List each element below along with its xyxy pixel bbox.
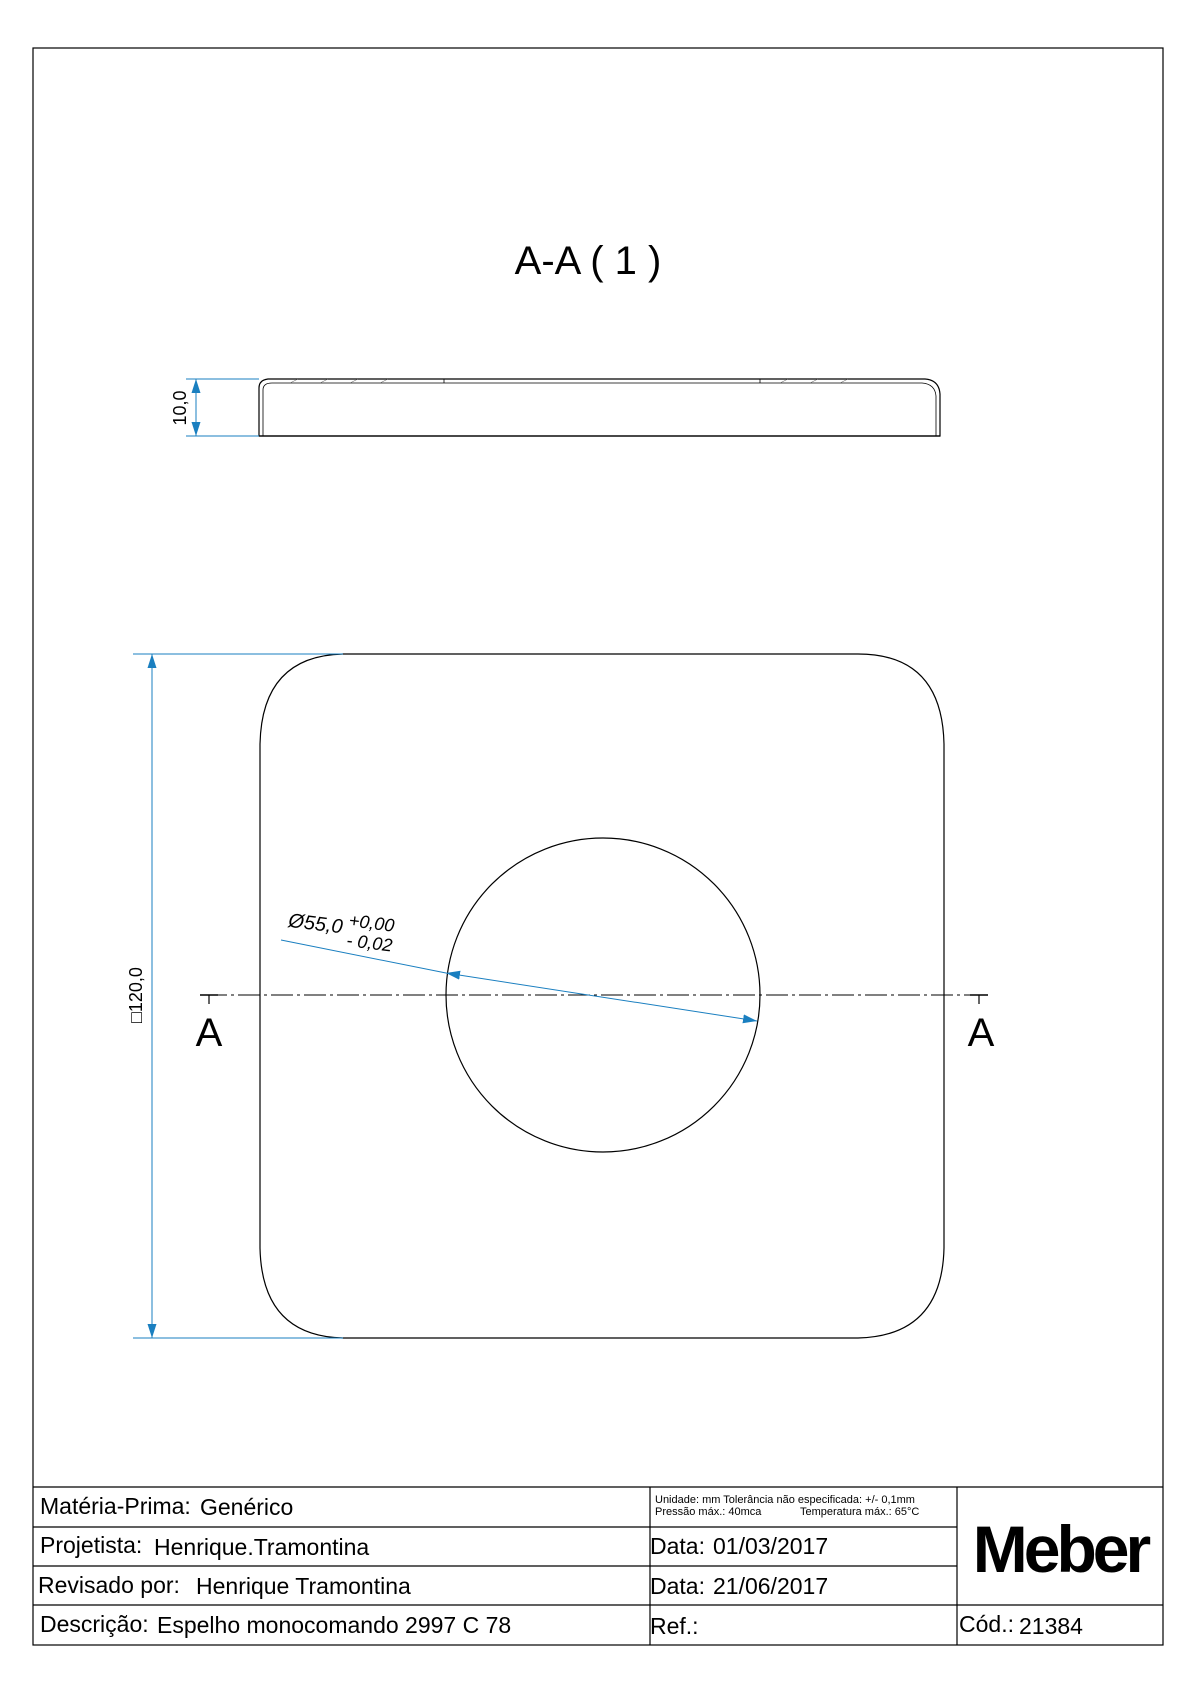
data-value-1: 01/03/2017 [713,1533,829,1559]
section-title: A-A ( 1 ) [514,239,662,283]
data-value-2: 21/06/2017 [713,1573,829,1599]
descricao-value: Espelho monocomando 2997 C 78 [157,1612,512,1638]
section-view [259,379,940,436]
descricao-label: Descrição: [40,1611,149,1637]
materia-label: Matéria-Prima: [40,1493,191,1519]
data-label-1: Data: [650,1533,705,1559]
projetista-value: Henrique.Tramontina [154,1534,370,1560]
diameter-dimension [281,940,757,1021]
size-dimension-label: □120,0 [126,967,146,1023]
section-label-right: A [967,1011,995,1055]
diameter-tolerance-upper: +0,00 [347,910,396,936]
section-line [200,995,988,1004]
materia-value: Genérico [200,1494,294,1520]
notes-line-1: Unidade: mm Tolerância não especificada: +/- 0,1mm [655,1494,915,1506]
revisado-value: Henrique Tramontina [196,1573,411,1599]
notes-line-2a: Pressão máx.: 40mca [655,1506,762,1518]
data-label-2: Data: [650,1573,705,1599]
company-logo: Meber [972,1512,1148,1586]
drawing-frame [33,48,1163,1645]
revisado-label: Revisado por: [38,1572,180,1598]
ref-label: Ref.: [650,1613,699,1639]
section-label-left: A [195,1011,223,1055]
diameter-tolerance-lower: - 0,02 [345,930,394,956]
projetista-label: Projetista: [40,1532,143,1558]
size-dimension [133,654,343,1338]
cod-value: 21384 [1019,1613,1083,1639]
thickness-dimension [186,379,259,436]
plate-outline [260,654,944,1338]
thickness-dimension-label: 10,0 [170,390,190,426]
cod-label: Cód.: [959,1611,1014,1637]
diameter-dimension-label: Ø55,0 [287,909,344,939]
notes-line-2b: Temperatura máx.: 65°C [800,1506,920,1518]
